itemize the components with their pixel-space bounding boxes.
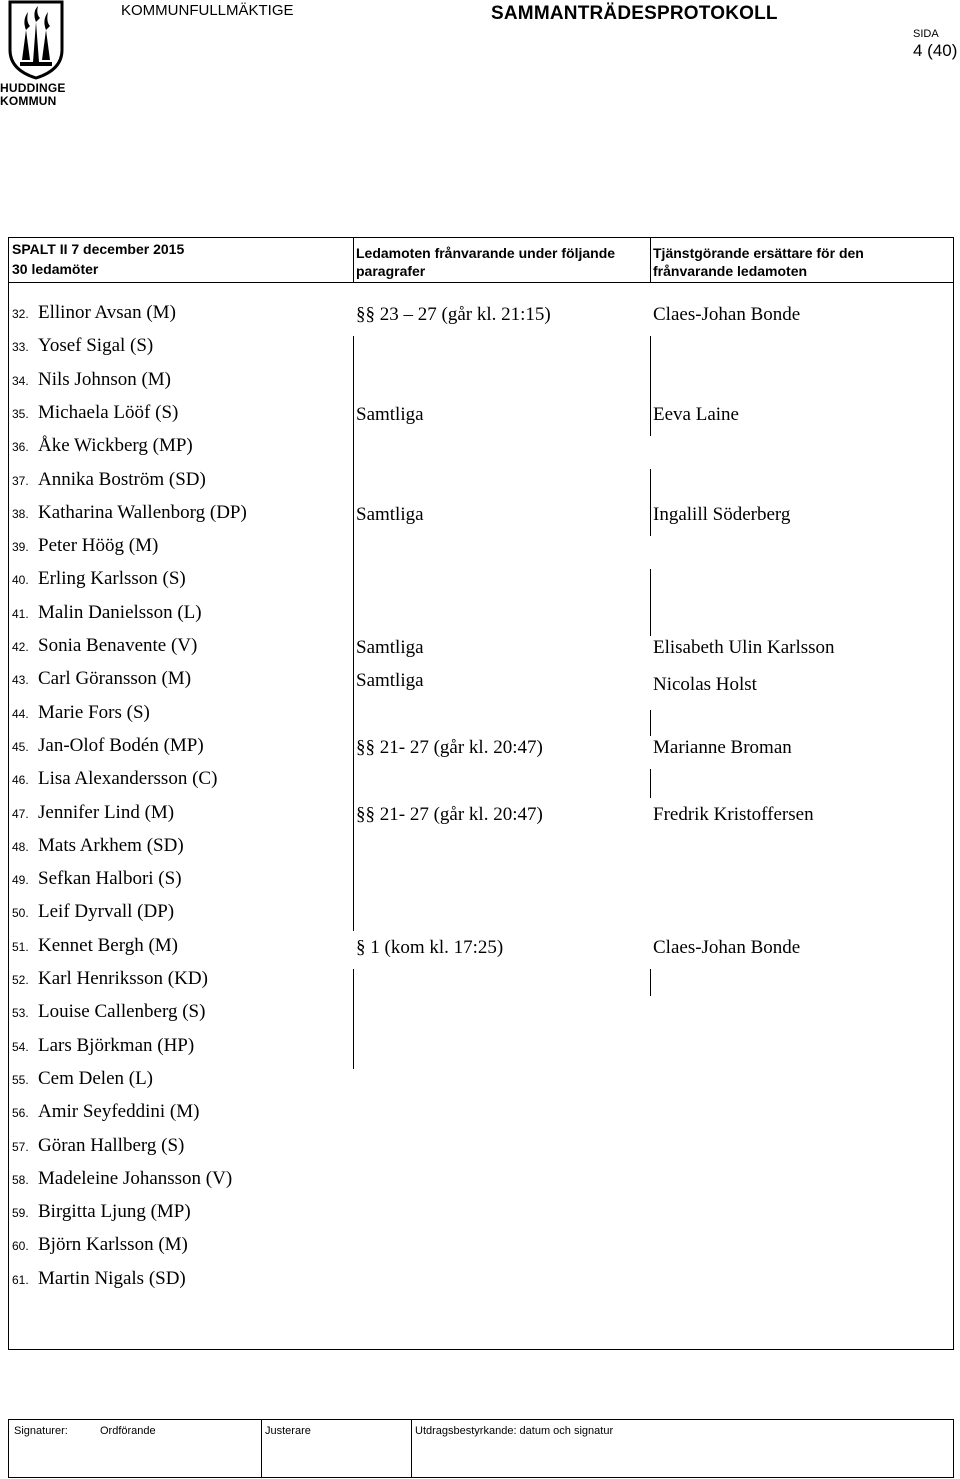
member-name: Cem Delen (L) [38, 1067, 154, 1089]
row-number: 43. [12, 673, 29, 688]
member-name: Kennet Bergh (M) [38, 934, 179, 956]
footer-cell-signaturer [9, 1420, 262, 1477]
member-name: Carl Göransson (M) [38, 668, 192, 690]
huddinge-logo [0, 0, 70, 108]
row-number: 34. [12, 373, 29, 388]
row-number: 60. [12, 1239, 29, 1254]
member-name: Birgitta Ljung (MP) [38, 1201, 191, 1223]
row-number: 52. [12, 973, 29, 987]
substitute-name: Ingalill Söderberg [653, 503, 791, 525]
row-number: 57. [12, 1139, 29, 1154]
col2-header-line1: Ledamoten frånvarande under följande [356, 245, 616, 261]
absent-paragraphs: §§ 21- 27 (går kl. 20:47) [356, 803, 543, 825]
row-number: 48. [12, 839, 29, 854]
col2-header-line2: paragrafer [356, 263, 426, 279]
body-title: KOMMUNFULLMÄKTIGE [121, 2, 294, 19]
row-number: 46. [12, 773, 29, 788]
member-name: Yosef Sigal (S) [38, 335, 154, 357]
logo-text-line1: HUDDINGE [0, 81, 66, 95]
row-number: 44. [12, 706, 29, 721]
footer-cell-justerare [262, 1420, 412, 1477]
col1-header-line1: SPALT II 7 december 2015 [12, 241, 185, 257]
row-number: 36. [12, 440, 29, 455]
row-number: 39. [12, 540, 29, 555]
row-number: 56. [12, 1106, 29, 1121]
row-number: 35. [12, 406, 29, 421]
absent-paragraphs: §§ 21- 27 (går kl. 20:47) [356, 736, 543, 758]
member-name: Martin Nigals (SD) [38, 1267, 186, 1289]
col-divider-3c [650, 569, 651, 636]
row-number: 47. [12, 806, 29, 821]
row-number: 41. [12, 606, 29, 621]
row-number: 42. [12, 640, 29, 654]
page-number: 4 (40) [913, 41, 958, 60]
page-label: SIDA [913, 28, 939, 40]
member-name: Erling Karlsson (S) [38, 568, 186, 590]
row-number: 33. [12, 340, 29, 355]
member-name: Leif Dyrvall (DP) [38, 901, 175, 923]
row-number: 58. [12, 1172, 29, 1187]
row-number: 53. [12, 1006, 29, 1021]
footer-justerare-label: Justerare [265, 1425, 311, 1437]
footer-utdrag-label: Utdragsbestyrkande: datum och signatur [415, 1425, 614, 1437]
row-number: 51. [12, 939, 29, 954]
substitute-name: Nicolas Holst [653, 674, 757, 696]
member-name: Madeleine Johansson (V) [38, 1167, 233, 1189]
row-number: 45. [12, 739, 29, 754]
member-name: Åke Wickberg (MP) [38, 435, 193, 457]
substitute-name: Claes-Johan Bonde [653, 304, 801, 325]
member-name: Ellinor Avsan (M) [38, 302, 176, 323]
row-number: 40. [12, 573, 29, 588]
absent-paragraphs: Samtliga [356, 403, 424, 425]
substitute-name: Marianne Broman [653, 736, 792, 758]
substitute-name: Eeva Laine [653, 403, 739, 425]
member-name: Louise Callenberg (S) [38, 1001, 206, 1023]
member-name: Göran Hallberg (S) [38, 1134, 185, 1156]
logo-text-line2: KOMMUN [0, 94, 57, 108]
col-divider-3b [650, 469, 651, 536]
substitute-name: Elisabeth Ulin Karlsson [653, 637, 835, 658]
col3-header-line1: Tjänstgörande ersättare för den [653, 245, 864, 261]
col3-header-line2: frånvarande ledamoten [653, 263, 808, 279]
member-name: Jennifer Lind (M) [38, 801, 175, 823]
signature-footer [8, 1419, 954, 1478]
member-name: Lars Björkman (HP) [38, 1034, 195, 1056]
member-name: Michaela Lööf (S) [38, 401, 179, 423]
row-number: 55. [12, 1072, 29, 1087]
member-name: Annika Boström (SD) [38, 468, 206, 490]
absent-paragraphs: Samtliga [356, 670, 424, 692]
col-divider-2 [353, 336, 354, 931]
substitute-name: Claes-Johan Bonde [653, 936, 801, 958]
member-name: Sefkan Halbori (S) [38, 868, 182, 890]
footer-cell-utdrag [412, 1420, 953, 1477]
member-name: Lisa Alexandersson (C) [38, 768, 218, 790]
member-name: Björn Karlsson (M) [38, 1234, 188, 1256]
member-name: Amir Seyfeddini (M) [38, 1101, 200, 1123]
row-number: 37. [12, 473, 29, 488]
header-col-divider-3 [650, 238, 651, 282]
member-name: Nils Johnson (M) [38, 368, 172, 390]
header-col-divider-2 [353, 238, 354, 282]
absent-paragraphs: § 1 (kom kl. 17:25) [356, 936, 504, 958]
row-number: 32. [12, 307, 29, 321]
row-number: 54. [12, 1039, 29, 1054]
member-name: Malin Danielsson (L) [38, 601, 202, 623]
col-divider-3d [650, 710, 651, 735]
member-name: Katharina Wallenborg (DP) [38, 501, 247, 523]
absent-paragraphs: §§ 23 – 27 (går kl. 21:15) [356, 304, 551, 325]
footer-ordforande-label: Ordförande [100, 1425, 156, 1437]
substitute-name: Fredrik Kristoffersen [653, 803, 814, 825]
attendance-table [8, 237, 954, 1350]
member-name: Karl Henriksson (KD) [38, 968, 208, 989]
row-number: 49. [12, 873, 29, 888]
member-name: Sonia Benavente (V) [38, 635, 198, 656]
member-name: Peter Höög (M) [38, 535, 159, 557]
document-title: SAMMANTRÄDESPROTOKOLL [491, 3, 778, 24]
row-number: 50. [12, 906, 29, 921]
absent-paragraphs: Samtliga [356, 503, 424, 525]
col-divider-3e [650, 769, 651, 798]
col-divider-3a [650, 336, 651, 436]
member-name: Marie Fors (S) [38, 701, 150, 723]
col1-header-line2: 30 ledamöter [12, 261, 99, 277]
absent-paragraphs: Samtliga [356, 637, 424, 658]
coat-of-arms-icon [8, 0, 64, 80]
row-number: 38. [12, 506, 29, 521]
member-name: Mats Arkhem (SD) [38, 834, 184, 856]
col-divider-2b [353, 969, 354, 1069]
row-number: 59. [12, 1206, 29, 1221]
col-divider-3f [650, 969, 651, 996]
footer-signaturer-label: Signaturer: [14, 1425, 68, 1437]
member-name: Jan-Olof Bodén (MP) [38, 734, 204, 756]
row-number: 61. [12, 1272, 29, 1287]
header-divider [9, 282, 953, 283]
